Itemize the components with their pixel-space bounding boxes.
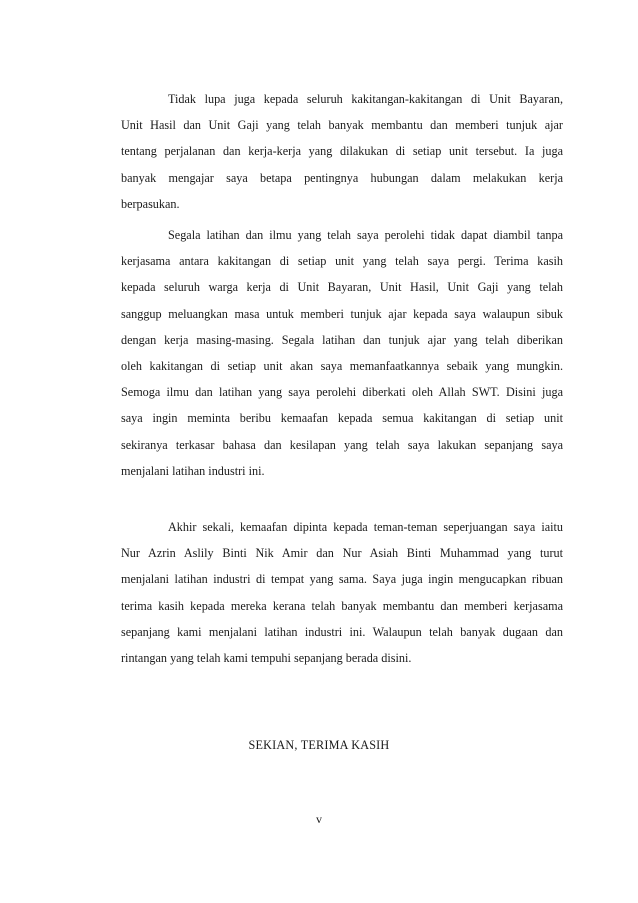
- paragraph-line: oleh kakitangan di setiap unit akan saya memanfaatkannya sebaik yang mungkin.: [121, 358, 563, 373]
- paragraph-acknowledgement-units: [121, 86, 563, 217]
- paragraph-line: rintangan yang telah kami tempuhi sepanjang berada disini.: [121, 650, 412, 665]
- paragraph-line: Tidak lupa juga kepada seluruh kakitangan-kakitangan di Unit Bayaran,: [168, 92, 563, 106]
- paragraph-line: berpasukan.: [121, 196, 180, 211]
- paragraph-line: sanggup meluangkan masa untuk memberi tunjuk ajar kepada saya walaupun sibuk: [121, 306, 563, 321]
- paragraph-line: sepanjang kami menjalani latihan industri ini. Walaupun telah banyak dugaan dan: [121, 624, 563, 639]
- paragraph-line: Akhir sekali, kemaafan dipinta kepada teman-teman seperjuangan saya iaitu: [168, 520, 563, 534]
- paragraph-line: Unit Hasil dan Unit Gaji yang telah banyak membantu dan memberi tunjuk ajar: [121, 118, 563, 133]
- paragraph-final-thanks: [121, 514, 563, 671]
- paragraph-line: sekiranya terkasar bahasa dan kesilapan yang telah saya lakukan sepanjang saya: [121, 437, 563, 452]
- paragraph-line: saya ingin meminta beribu kemaafan kepada semua kakitangan di setiap unit: [121, 411, 563, 426]
- page-number: v: [316, 812, 322, 826]
- paragraph-line: menjalani latihan industri di tempat yang sama. Saya juga ingin mengucapkan ribuan: [121, 572, 563, 587]
- paragraph-line: tentang perjalanan dan kerja-kerja yang dilakukan di setiap unit tersebut. Ia juga: [121, 144, 563, 159]
- paragraph-line: Segala latihan dan ilmu yang telah saya perolehi tidak dapat diambil tanpa: [168, 228, 563, 242]
- paragraph-line: kepada seluruh warga kerja di Unit Bayaran, Unit Hasil, Unit Gaji yang telah: [121, 280, 563, 295]
- paragraph-line: dengan kerja masing-masing. Segala latihan dan tunjuk ajar yang telah diberikan: [121, 332, 563, 347]
- paragraph-line: Nur Azrin Aslily Binti Nik Amir dan Nur Asiah Binti Muhammad yang turut: [121, 546, 563, 561]
- paragraph-line: Semoga ilmu dan latihan yang saya perolehi diberkati oleh Allah SWT. Disini juga: [121, 385, 563, 400]
- closing-statement: SEKIAN, TERIMA KASIH: [248, 738, 390, 752]
- paragraph-line: menjalani latihan industri ini.: [121, 463, 265, 478]
- paragraph-line: terima kasih kepada mereka kerana telah banyak membantu dan memberi kerjasama: [121, 598, 563, 613]
- paragraph-line: kerjasama antara kakitangan di setiap unit yang telah saya pergi. Terima kasih: [121, 254, 563, 269]
- paragraph-line: banyak mengajar saya betapa pentingnya hubungan dalam melakukan kerja: [121, 170, 563, 185]
- paragraph-training-knowledge: [121, 222, 563, 484]
